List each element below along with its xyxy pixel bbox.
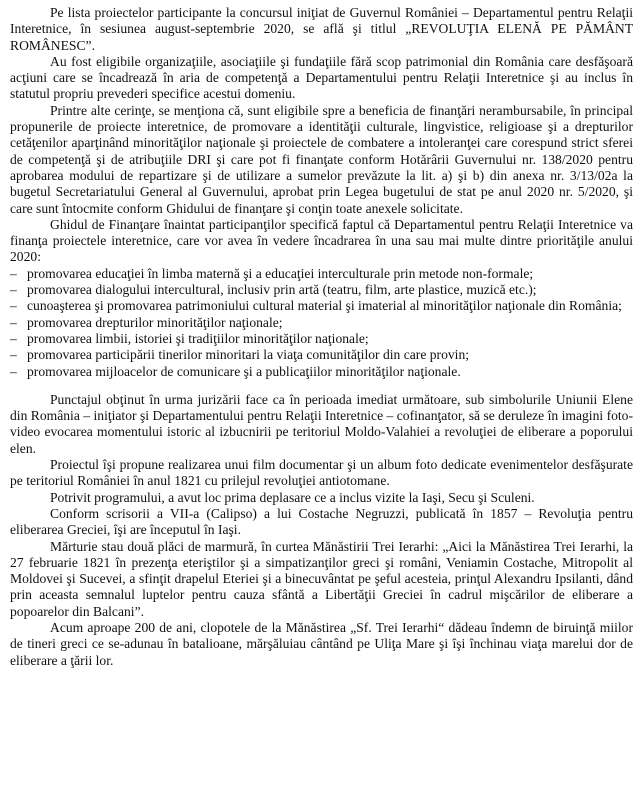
list-item-text: promovarea dialogului intercultural, inclusiv prin artă (teatru, film, arte plastice, muzică etc.); — [27, 282, 537, 298]
list-item — [10, 364, 633, 380]
list-item — [10, 331, 633, 347]
list-item — [10, 298, 633, 314]
list-item-text: promovarea drepturilor minorităţilor naţionale; — [27, 314, 283, 330]
list-item-text: cunoaşterea şi promovarea patrimoniului cultural material şi imaterial al minorităţilor naţionale din România; — [27, 298, 622, 314]
list-marker: – — [10, 330, 17, 346]
list-item — [10, 315, 633, 331]
paragraph-scoring-result: Punctajul obţinut în urma jurizării face ca în perioada imediat următoare, sub simbolurile Uniunii Elene din România – iniţiator şi Departamentului pentru Relaţii Interetnice – cofinanţator, să se deruleze în imagini foto-video evocarea momentului istoric al izbucnirii pe teritoriul Moldo-Valahiei a revoluţiei de eliberare a poporului elen. — [10, 391, 633, 456]
list-marker: – — [10, 363, 17, 379]
paragraph-project-list: Pe lista proiectelor participante la concursul iniţiat de Guvernul României – Departamentul pentru Relaţii Interetnice, în sesiunea august-septembrie 2020, se află şi titlul „REVOLUŢIA ELENĂ PE PĂMÂNT ROMÂNESC”. — [10, 5, 633, 53]
list-item-text: promovarea mijloacelor de comunicare şi a publicaţiilor minorităţilor naţionale. — [27, 363, 461, 379]
paragraph-marble-plaques: Mărturie stau două plăci de marmură, în curtea Mănăstirii Trei Ierarhi: „Aici la Mănăstirea Trei Ierarhi, la 27 februarie 1821 în prezenţa eteriştilor şi a simpatizanţilor greci şi români, Veniamin Costache, Mitropolit al Moldovei şi Sucevei, a sfinţit drapelul Eteriei şi a binecuvântat pe şeful acesteia, prinţul Alexandru Ipsilanti, dând prin aceasta semnalul luptelor pentru cauza sfântă a Libertăţii Greciei în cadrul mişcărilor de eliberare a popoarelor din Balcani”. — [10, 538, 633, 619]
paragraph-first-trip: Potrivit programului, a avut loc prima deplasare ce a inclus vizite la Iaşi, Secu şi Sculeni. — [50, 489, 535, 505]
list-marker: – — [10, 298, 17, 314]
list-marker: – — [10, 282, 17, 298]
list-item — [10, 282, 633, 298]
list-item-text: promovarea educaţiei în limba maternă şi a educaţiei interculturale prin metode non-formale; — [27, 265, 534, 281]
list-marker: – — [10, 314, 17, 330]
paragraph-project-goal: Proiectul îşi propune realizarea unui film documentar şi un album foto dedicate evenimentelor desfăşurate pe teritoriul României în anul 1821 cu prilejul revoluţiei antiotomane. — [10, 457, 633, 489]
paragraph-monastery-bells: Acum aproape 200 de ani, clopotele de la Mănăstirea „Sf. Trei Ierarhi“ dădeau îndemn de biruinţă miilor de tineri greci ce se-adunau în batalioane, mărşăluiau cântând pe Uliţa Mare şi îşi închinau viaţa marelui dor de eliberare a ţării lor. — [10, 619, 633, 668]
paragraph-funding-guide: Ghidul de Finanţare înaintat participanţilor specifică faptul că Departamentul pentru Relaţii Interetnice va finanţa proiectele interetnice, care vor avea în vedere încadrarea în una sau mai multe dintre priorităţile anului 2020: — [10, 216, 633, 265]
list-item-text: promovarea limbii, istoriei şi tradiţiilor minorităţilor naţionale; — [27, 330, 369, 346]
list-item — [10, 347, 633, 363]
paragraph-eligible-organizations: Au fost eligibile organizaţiile, asociaţiile şi fundaţiile fără scop patrimonial din România care desfăşoară acţiuni care se încadrează în aria de competenţă a Departamentului pentru Relaţii Interetnice şi au inclus în statutul propriu prevederi specifice acestui domeniu. — [10, 53, 633, 102]
paragraph-eligibility-requirements: Printre alte cerinţe, se menţiona că, sunt eligibile spre a beneficia de finanţări nerambursabile, în principal propunerile de proiecte interetnice, de promovare a identităţii culturale, lingvistice, religioase şi a drepturilor cetăţenilor aparţinând minorităţilor naţionale şi proiectele de combatere a intoleranţei care corespund strict sferei de competenţă şi de atribuţiile DRI şi care pot fi finanţate conform Hotărârii Guvernului nr. 138/2020 pentru aprobarea modului de repartizare şi de utilizare a sumelor prevăzute la lit. a) şi b) din anexa nr. 3/13/02a la bugetul Secretariatului General al Guvernului, aprobat prin Legea bugetului de stat pe anul 2020 nr. 5/2020, şi care sunt întocmite conform Ghidului de finanţare şi conţin toate anexele solicitate. — [10, 102, 633, 216]
list-item — [10, 266, 633, 282]
paragraph-negruzzi-letter: Conform scrisorii a VII-a (Calipso) a lui Costache Negruzzi, publicată în 1857 – Revoluţia pentru eliberarea Greciei, îşi are începutul în Iaşi. — [10, 505, 633, 538]
list-item-text: promovarea participării tinerilor minoritari la viaţa comunităţilor din care provin; — [27, 347, 470, 363]
list-marker: – — [10, 265, 17, 281]
list-marker: – — [10, 347, 17, 363]
priorities-list — [10, 266, 633, 380]
